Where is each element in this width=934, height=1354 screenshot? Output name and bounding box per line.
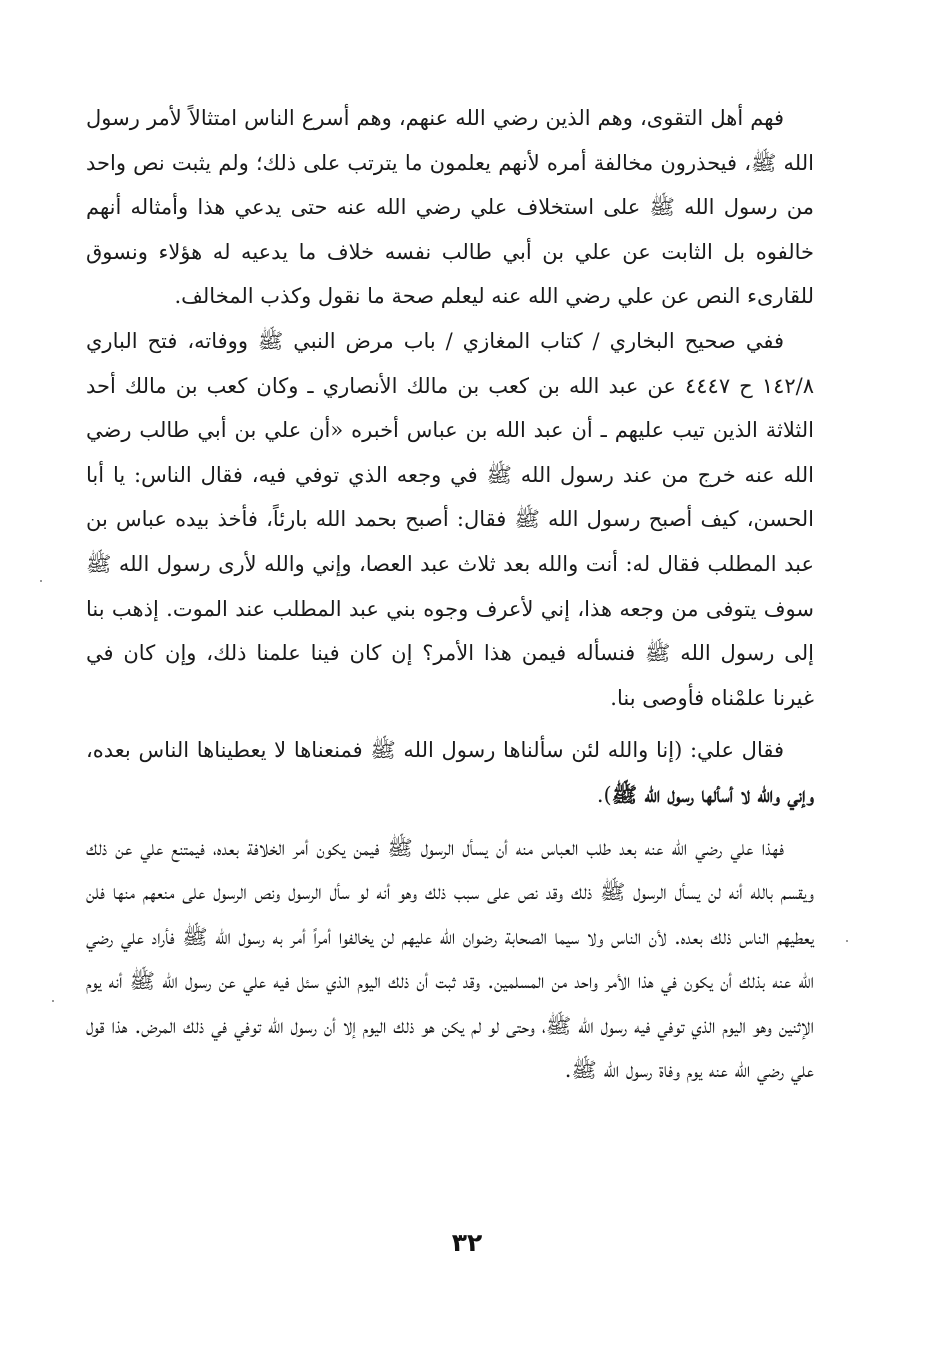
paragraph-1 [86, 96, 814, 319]
body-text [86, 96, 814, 1093]
paragraph-3-bold-text: وإني والله لا أسألها رسول الله ﷺ [611, 781, 814, 807]
page-number: ٣٢ [451, 1228, 483, 1257]
scan-speck [40, 580, 42, 582]
scan-speck [846, 940, 848, 942]
paragraph-1-text: فهم أهل التقوى، وهم الذين رضي الله عنهم، وهم أسرع الناس امتثالاً لأمر رسول الله ﷺ، فيحذرون مخالفة أمره لأنهم يعلمون ما يترتب على ذلك؛ ولم يثبت نص واحد من رسول الله ﷺ على استخلاف علي رضي الله عنه حتى يدعي هذا وأمثاله أنهم خالفوه بل الثابت عن علي بن أبي طالب نفسه خلاف ما يدعيه له هؤلاء ونسوق للقارىء النص عن علي رضي الله عنه ليعلم صحة ما نقول وكذب المخالف. [86, 106, 814, 309]
paragraph-2-text: ففي صحيح البخاري / كتاب المغازي / باب مرض النبي ﷺ ووفاته، فتح الباري ١٤٢/٨ ح ٤٤٤٧ عن عبد الله بن كعب بن مالك الأنصاري ـ وكان كعب بن مالك أحد الثلاثة الذين تيب عليهم ـ أن عبد الله بن عباس أخبره «أن علي بن أبي طالب رضي الله عنه خرج من عند رسول الله ﷺ في وجعه الذي توفي فيه، فقال الناس: يا أبا الحسن، كيف أصبح رسول الله ﷺ فقال: أصبح بحمد الله بارئاً، فأخذ بيده عباس بن عبد المطلب فقال له: أنت والله بعد ثلاث عبد العصا، وإني والله لأرى رسول الله ﷺ سوف يتوفى من وجعه هذا، إني لأعرف وجوه بني عبد المطلب عند الموت. إذهب بنا إلى رسول الله ﷺ فنسأله فيمن هذا الأمر؟ إن كان فينا علمنا ذلك، وإن كان في غيرنا علمْناه فأوصى بنا. [86, 328, 815, 710]
paragraph-4-text: فهذا علي رضي الله عنه بعد طلب العباس منه أن يسأل الرسول ﷺ فيمن يكون أمر الخلافة بعده، فيمتنع علي عن ذلك ويقسم بالله أنه لن يسأل الرسول ﷺ ذلك وقد نص على سبب ذلك وهو أنه لو سأل الرسول ونص الرسول على منعهم منها فلن يعطيهم الناس ذلك بعده. لأن الناس ولا سيما الصحابة رضوان الله عليهم لن يخالفوا أمراً أمر به رسول الله ﷺ فأراد علي رضي الله عنه بذلك أن يكون في هذا الأمر واحد من المسلمين. وقد ثبت أن ذلك اليوم الذي سئل فيه علي عن رسول الله ﷺ أنه يوم الإثنين وهو اليوم الذي توفي فيه رسول الله ﷺ، وحتى لو لم يكن هو ذلك اليوم إلا أن رسول الله توفي في ذلك المرض. هذا قول علي رضي الله عنه يوم وفاة رسول الله ﷺ. [86, 835, 814, 1083]
paragraph-4 [86, 826, 814, 1094]
scan-speck [52, 1000, 54, 1002]
paragraph-3-closing: ). [596, 782, 612, 807]
paragraph-2 [86, 319, 814, 720]
paragraph-3 [86, 728, 814, 817]
paragraph-3-text: فقال علي: (إنا والله لئن سألناها رسول الله ﷺ فمنعناها لا يعطيناها الناس بعده، [86, 738, 784, 763]
